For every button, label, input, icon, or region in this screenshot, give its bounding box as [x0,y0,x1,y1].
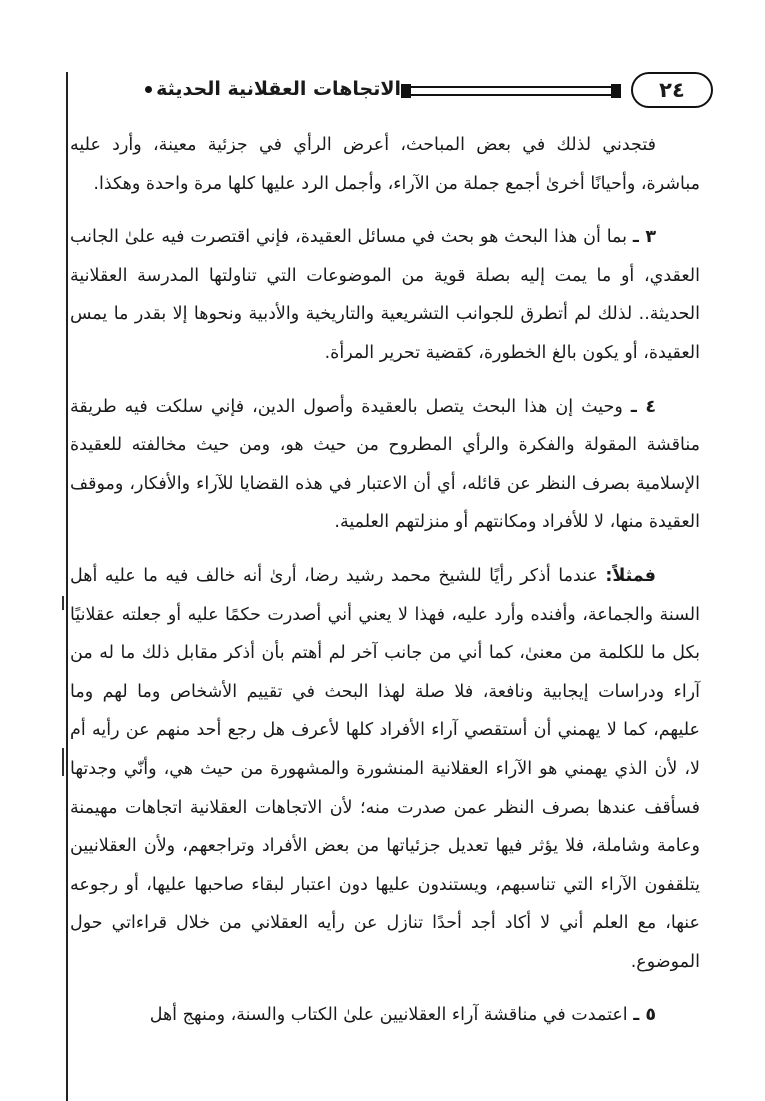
page-number: ٢٤ [631,72,713,108]
paragraph [70,126,700,203]
example-lead: فمثلاً: [605,565,656,586]
item-number: ٥ ـ [633,1005,656,1026]
paragraph [70,557,700,982]
running-title [145,78,401,100]
bullet-icon [145,86,152,93]
running-header [68,72,713,112]
paragraph-text: اعتمدت في مناقشة آراء العقلانيين علىٰ الكتاب والسنة، ومنهج أهل [149,1005,628,1026]
paragraph-text: فتجدني لذلك في بعض المباحث، أعرض الرأي في جزئية معينة، وأرد عليه مباشرة، وأحيانًا أخرىٰ أجمع جملة من الآراء، وأجمل الرد عليها كلها مرة واحدة وهكذا. [70,135,700,194]
paragraph-text: عندما أذكر رأيًا للشيخ محمد رشيد رضا، أرىٰ أنه خالف فيه ما عليه أهل السنة والجماعة، وأفنده وأرد عليه، فهذا لا يعني أني أصدرت حكمًا عليه أو جعلته عقلانيًا بكل ما للكلمة من معنىٰ، كما أني من جانب آخر لم أهتم بأن أذكر مقابل ذلك ما له من آراء ودراسات إيجابية ونافعة، فلا صلة لهذا البحث في تقييم الأشخاص وما لهم وما عليهم، كما لا يهمني أن أستقصي آراء الأفراد كلها لأعرف هل رجع أحد منهم عن رأيه أم لا، لأن الذي يهمني هو الآراء العقلانية المنشورة والمشهورة من حيث هي، وأنّي وجدتها فسأقف عندها بصرف النظر عمن صدرت منه؛ لأن الاتجاهات العقلانية اتجاهات مهيمنة وعامة وشاملة، فلا يؤثر فيها تعديل جزئياتها من بعض الأفراد وتراجعهم، ولأن العقلانيين يتلقفون الآراء التي تناسبهم، ويستندون عليها دون اعتبار لبقاء صاحبها عليها، أو رجوعه عنها، مع العلم أني لا أكاد أجد أحدًا تنازل عن رأيه العقلاني من خلال قراءاتي حول الموضوع. [70,565,700,972]
margin-mark [62,596,64,610]
running-title-text: الاتجاهات العقلانية الحديثة [156,78,401,100]
item-number: ٣ ـ [632,227,656,248]
body-text [70,126,700,1050]
paragraph-text: بما أن هذا البحث هو بحث في مسائل العقيدة، فإني اقتصرت فيه علىٰ الجانب العقدي، أو ما يمت إليه بصلة قوية من الموضوعات التي تناولتها المدرسة العقلانية الحديثة.. لذلك لم أتطرق للجوانب التشريعية والتاريخية والأدبية ونحوها إلا بقدر ما يمس العقيدة، أو يكون بالغ الخطورة، كقضية تحرير المرأة. [70,227,700,363]
paragraph [70,218,700,372]
paragraph-text: وحيث إن هذا البحث يتصل بالعقيدة وأصول الدين، فإني سلكت فيه طريقة مناقشة المقولة والفكرة والرأي المطروح من حيث هو، ومن حيث مخالفته للعقيدة الإسلامية بصرف النظر عن قائله، أي أن الاعتبار في هذه القضايا للآراء والأفكار، وموقف العقيدة منها، لا للأفراد ومكانتهم أو منزلتهم العلمية. [70,396,700,533]
item-number: ٤ ـ [630,396,656,417]
paragraph [70,996,700,1035]
margin-mark [62,748,64,776]
paragraph [70,388,700,542]
margin-rule [66,72,68,1101]
